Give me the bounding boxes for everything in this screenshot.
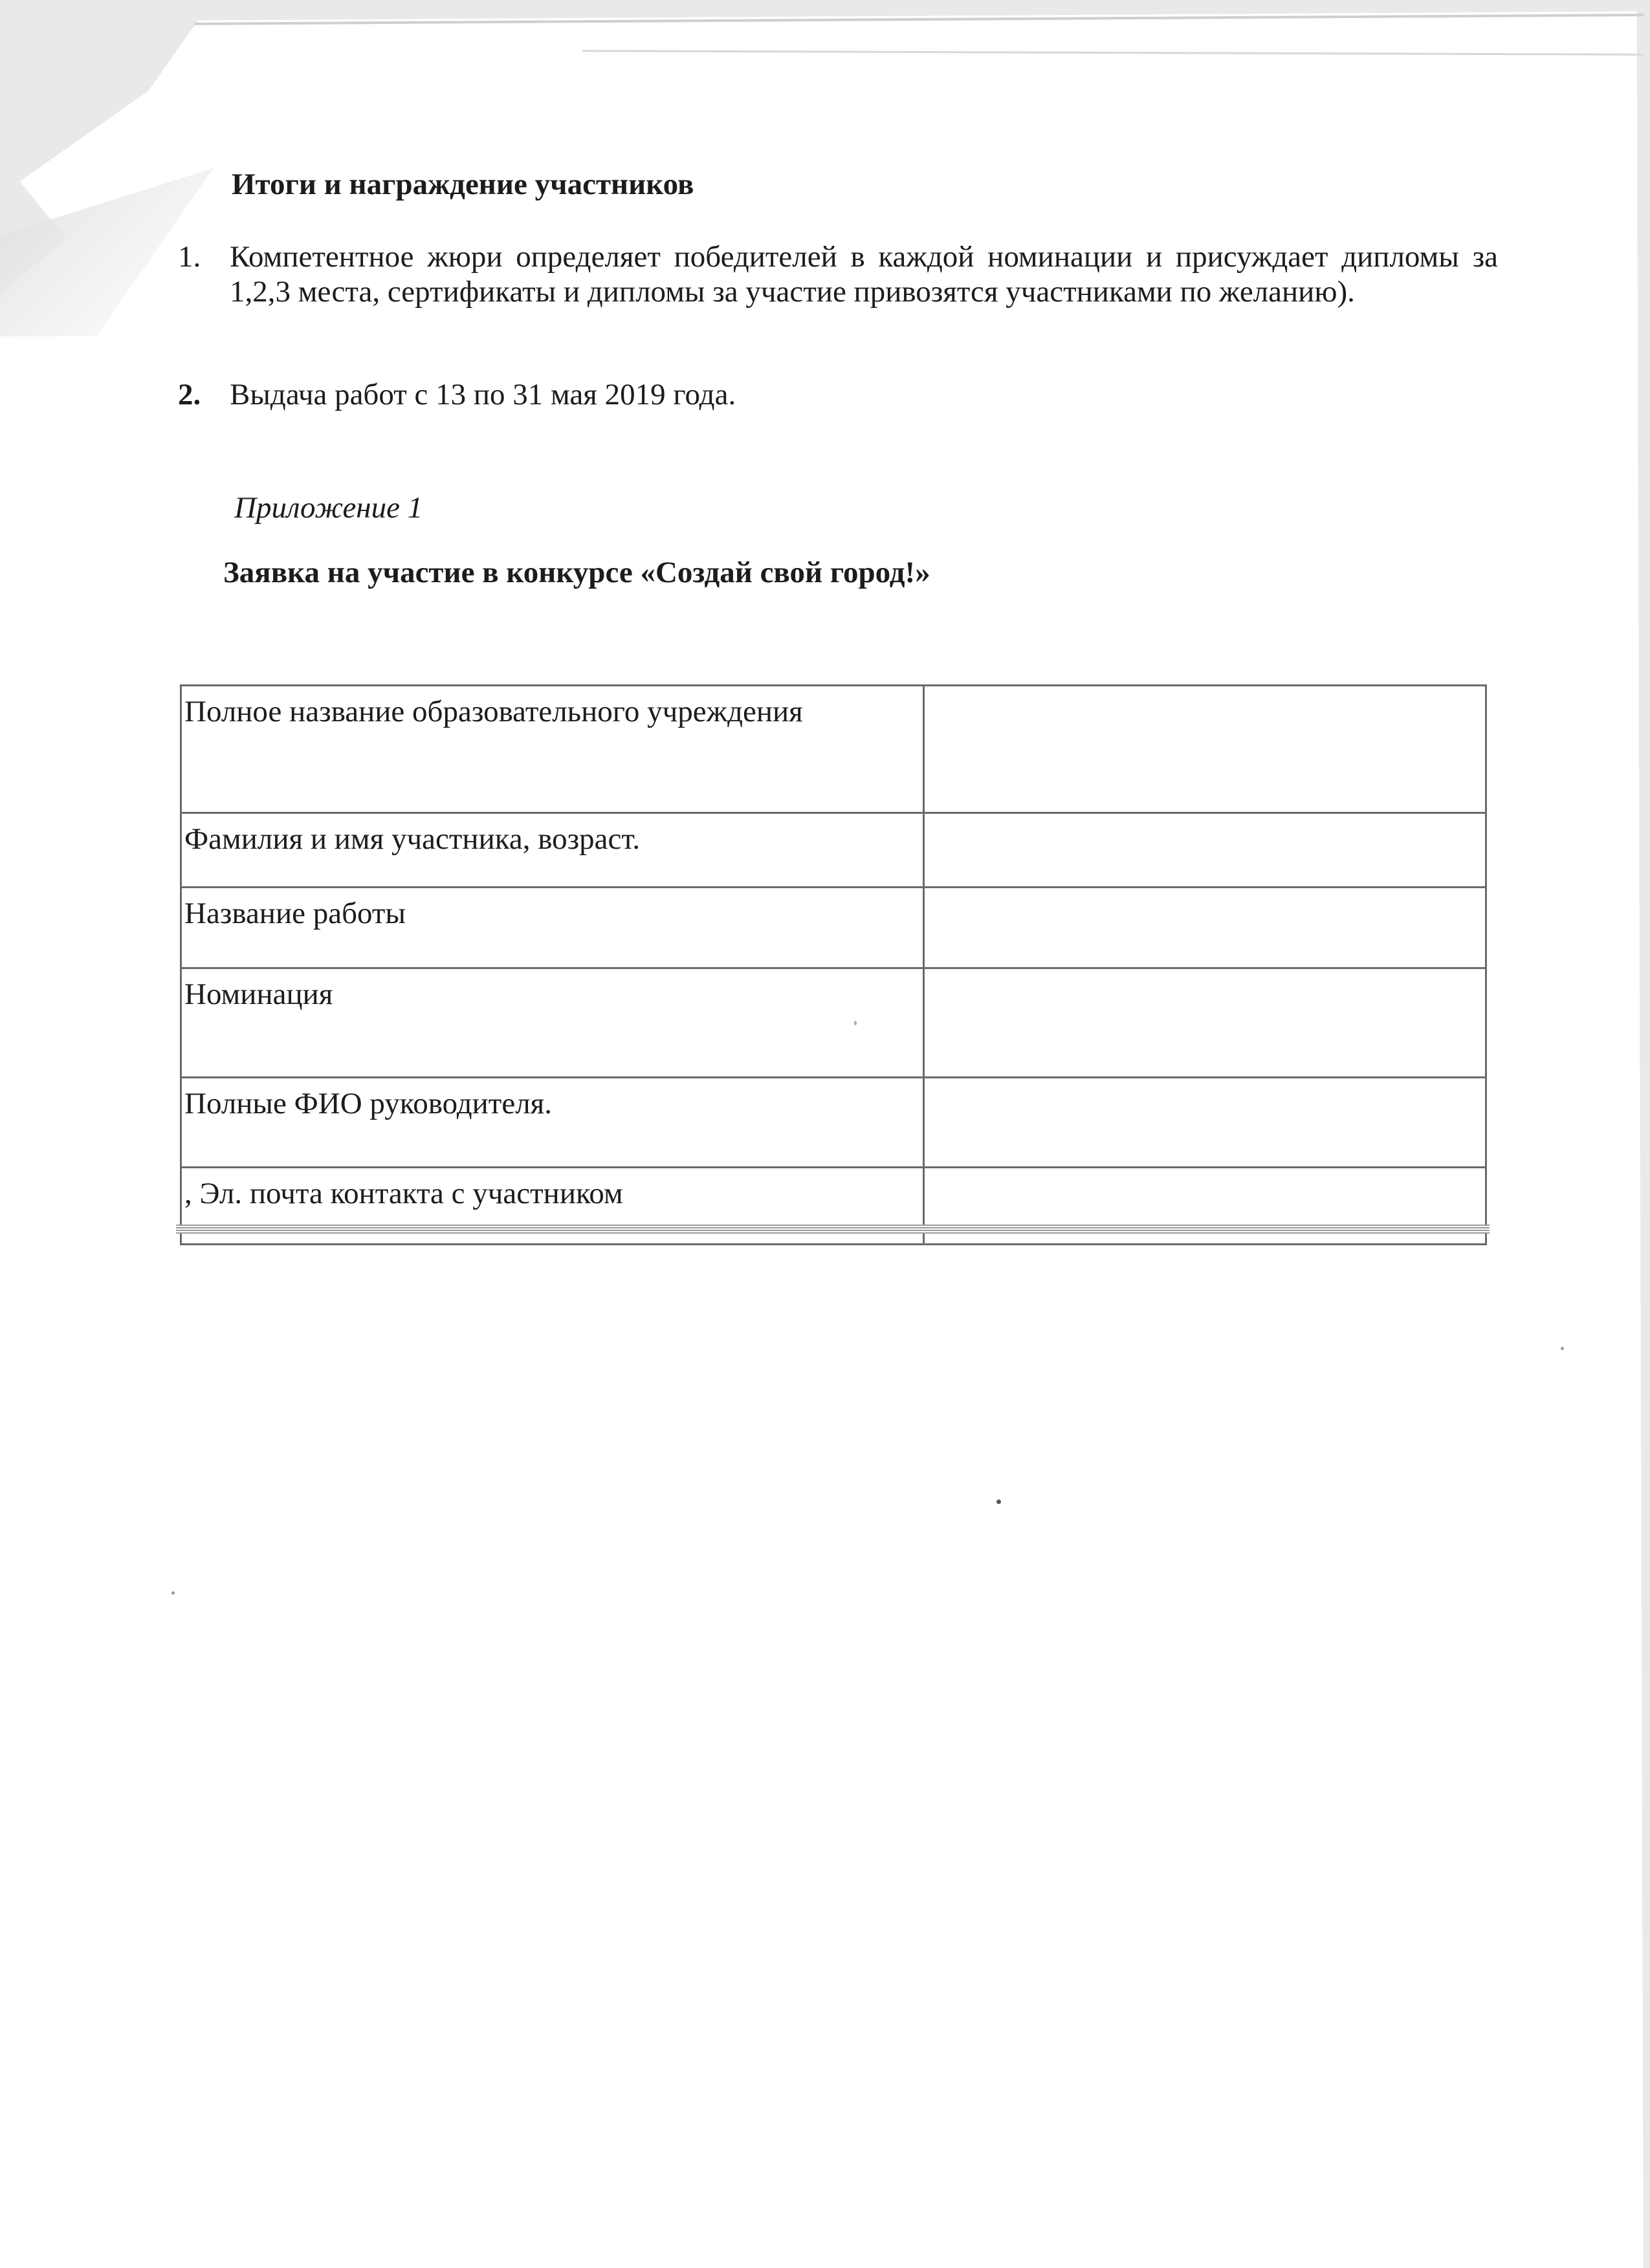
list-text: Компетентное жюри определяет победителей в каждой номинации и присуждает дипломы за 1,2,3 места, сертификаты и дипломы за участие привозятся участниками по желанию). (230, 240, 1498, 309)
form-row (181, 888, 1486, 968)
form-field-label: Фамилия и имя участника, возраст. (181, 813, 924, 888)
list-number: 2. (178, 378, 201, 411)
form-field-label: , Эл. почта контакта с участником (181, 1168, 924, 1245)
form-row (181, 1078, 1486, 1168)
scan-speck (1561, 1347, 1564, 1350)
form-field-value[interactable] (923, 686, 1486, 813)
form-field-value[interactable] (923, 968, 1486, 1078)
form-field-label: Полные ФИО руководителя. (181, 1078, 924, 1168)
scan-speck (996, 1499, 1001, 1504)
list-number: 1. (178, 240, 201, 274)
form-row (181, 968, 1486, 1078)
form-row (181, 813, 1486, 888)
form-field-value[interactable] (923, 1078, 1486, 1168)
application-form-title: Заявка на участие в конкурсе «Создай свой город!» (223, 556, 930, 589)
appendix-label: Приложение 1 (234, 491, 423, 525)
form-field-value[interactable] (923, 888, 1486, 968)
scan-speck (171, 1591, 175, 1595)
form-field-label: Полное название образовательного учреждения (181, 686, 924, 813)
form-row (181, 686, 1486, 813)
application-form-table (180, 684, 1487, 1245)
form-field-value[interactable] (923, 813, 1486, 888)
list-text: Выдача работ с 13 по 31 мая 2019 года. (230, 378, 736, 411)
table-bottom-border (176, 1225, 1490, 1234)
form-field-label: Название работы (181, 888, 924, 968)
scan-speck (854, 1021, 857, 1025)
section-heading: Итоги и награждение участников (232, 168, 694, 201)
form-field-label: Номинация (181, 968, 924, 1078)
